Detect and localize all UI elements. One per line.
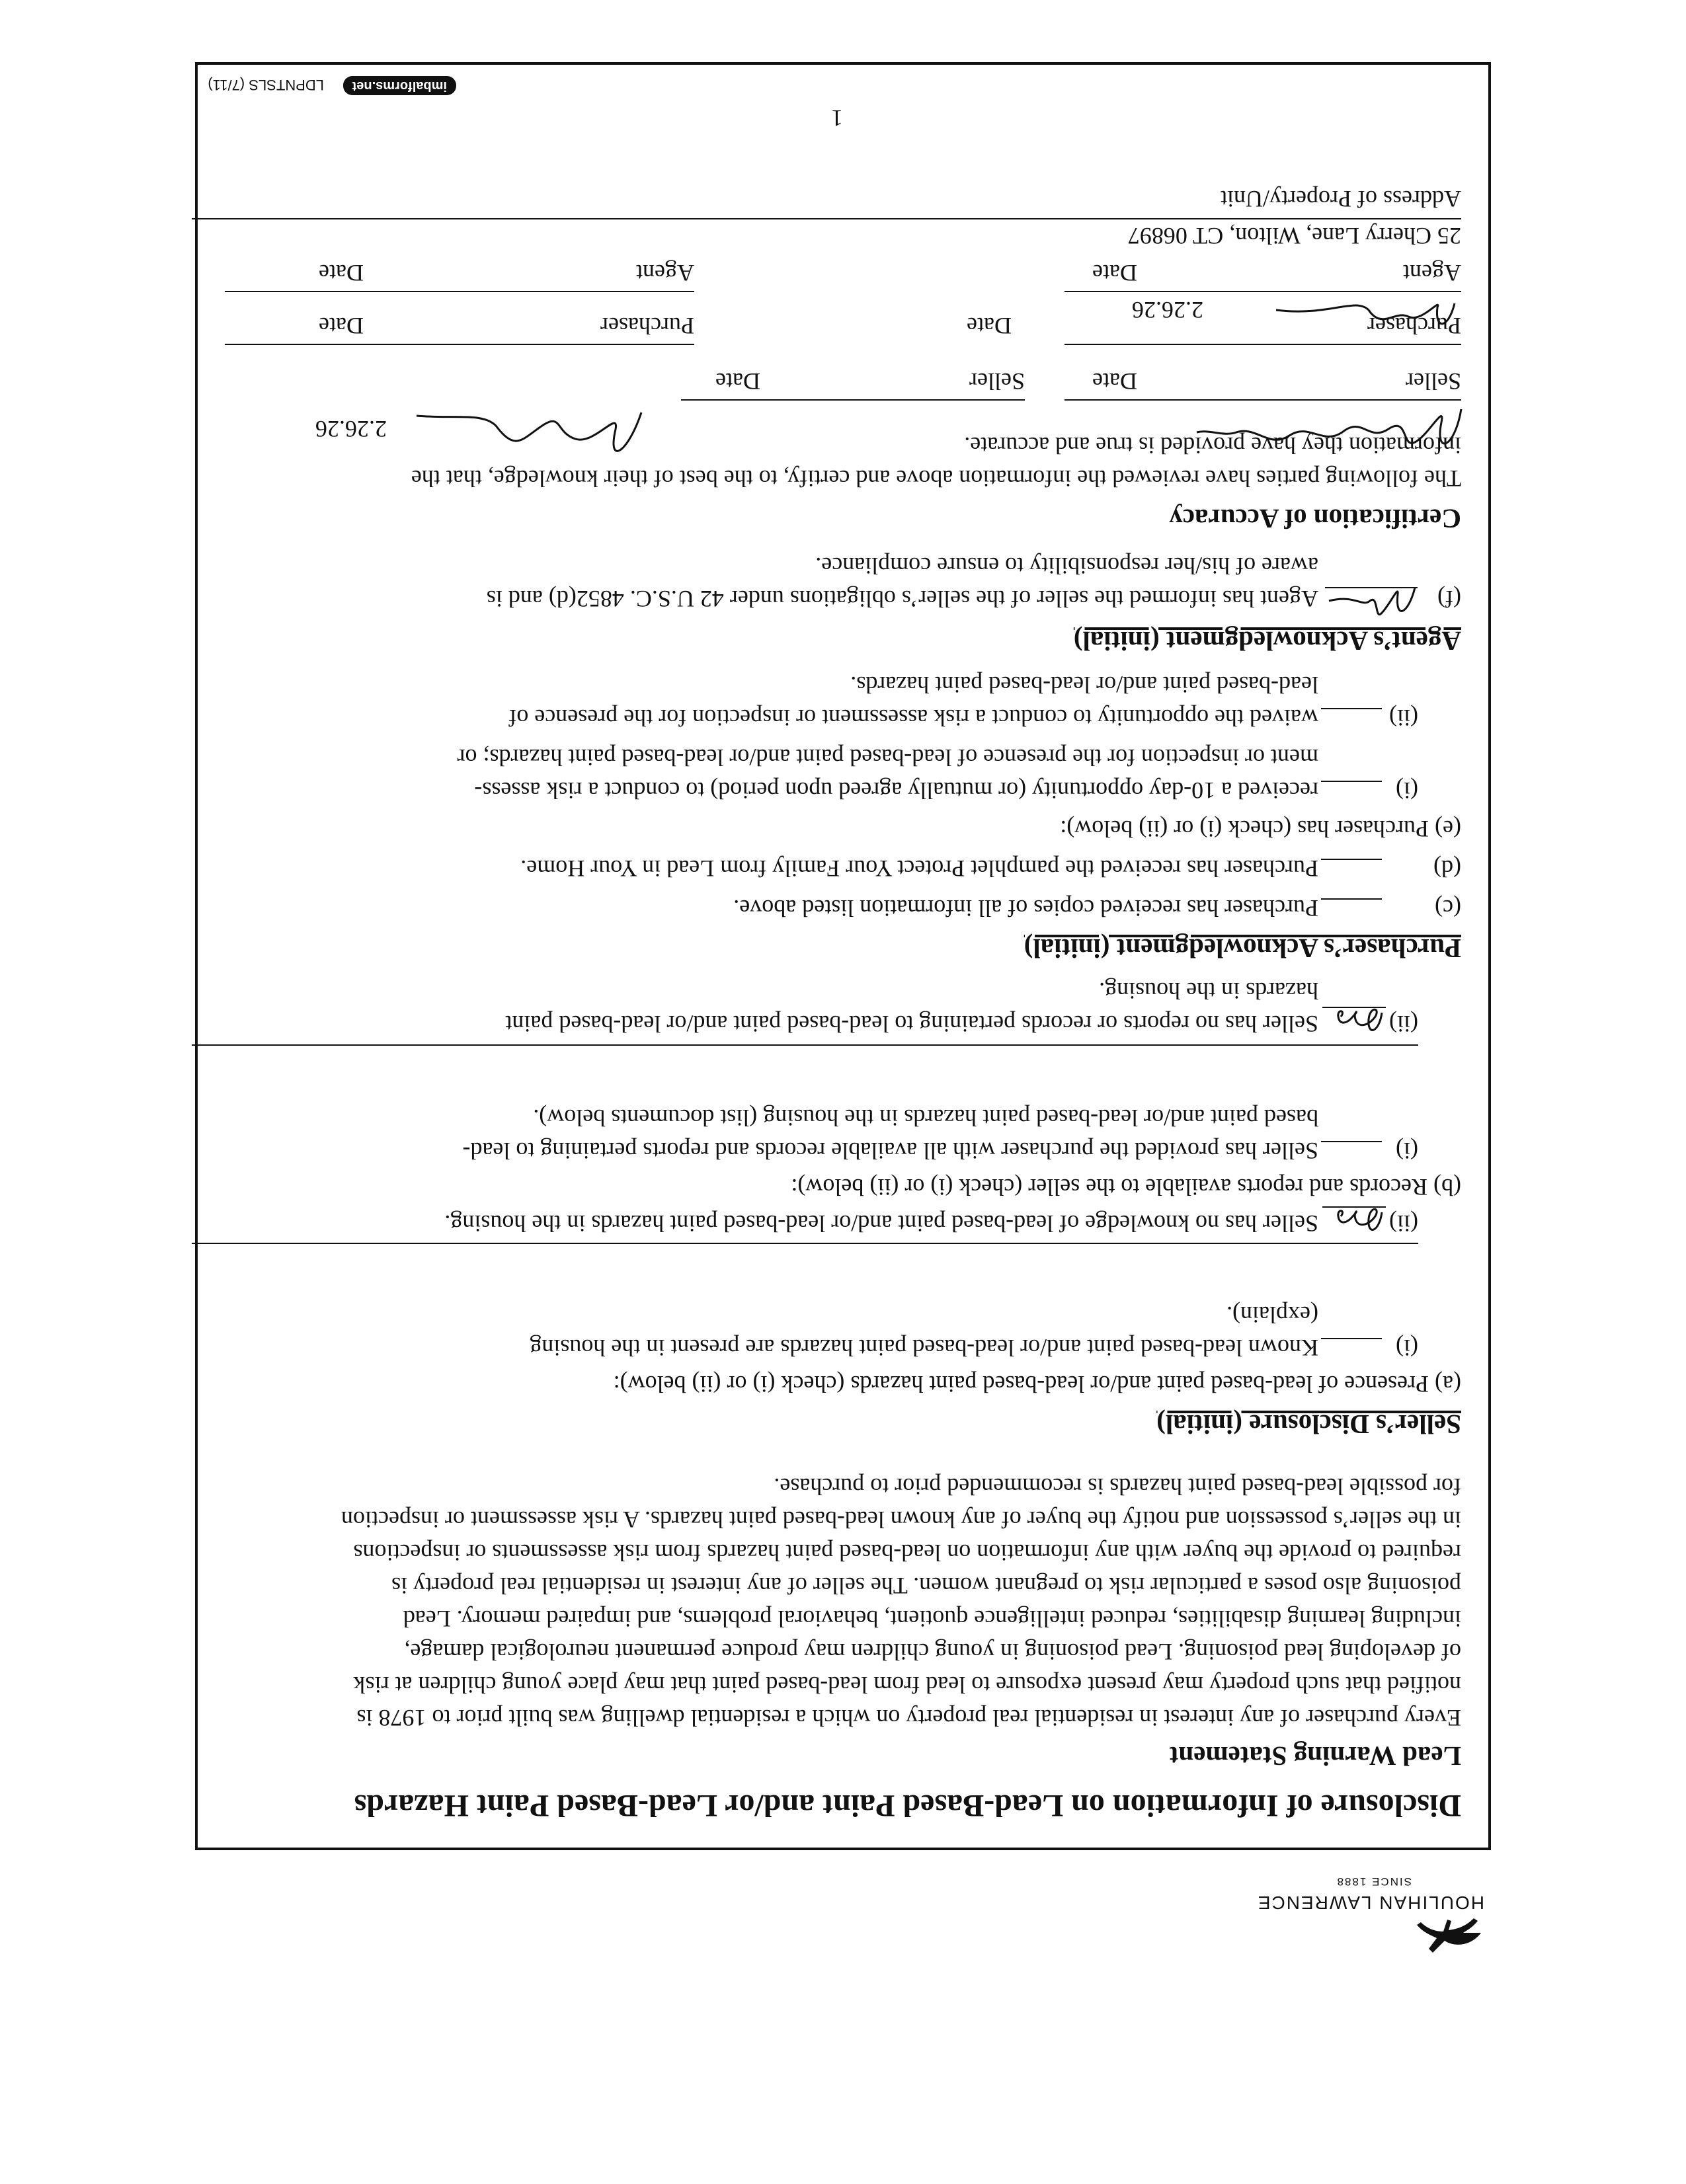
certification-heading: Certification of Accuracy bbox=[1169, 504, 1461, 534]
purchaser-date-label: Date bbox=[967, 313, 1012, 339]
seller-2-signature-line[interactable] bbox=[681, 399, 1025, 401]
purchaser-2-label: Purchaser bbox=[600, 313, 694, 339]
seller-explain-line[interactable] bbox=[192, 1243, 1418, 1244]
document-title: Disclosure of Information on Lead-Based Paint and/or Lead-Based Paint Hazards bbox=[354, 1788, 1461, 1823]
seller-a-i-initial-field[interactable] bbox=[1321, 1338, 1382, 1359]
seller-2-signature[interactable] bbox=[403, 399, 655, 472]
lead-warning-line: Every purchaser of any interest in residential real property on which a residential dwelling was built prior to 1978 is bbox=[356, 1705, 1461, 1731]
property-address-label: Address of Property/Unit bbox=[1221, 186, 1461, 212]
seller-initials-mark[interactable] bbox=[1321, 1199, 1387, 1245]
lead-warning-line: in the seller’s possession and notify the buyer of any known lead-based paint hazards. A risk assessment or inspection bbox=[341, 1506, 1461, 1533]
seller-2-label: Seller bbox=[969, 368, 1025, 395]
lead-warning-line: for possible lead-based paint hazards is recommended prior to purchase. bbox=[774, 1473, 1461, 1500]
seller-a-i-text-2: (explain). bbox=[1226, 1302, 1318, 1328]
seller-initials-mark[interactable] bbox=[1321, 999, 1387, 1046]
lead-warning-line: notified that such property may present exposure to lead from lead-based paint that may place young children at risk bbox=[353, 1672, 1461, 1698]
purchaser-item-e: (e) Purchaser has (check (i) or (ii) below): bbox=[1060, 816, 1461, 842]
certification-text-2: information they have provided is true and accurate. bbox=[964, 432, 1461, 459]
lead-warning-line: including learning disabilities, reduced intelligence quotient, behavioral problems, and impaired memory. Lead bbox=[403, 1606, 1461, 1632]
agent-ack-heading: Agent’s Acknowledgment (initial) bbox=[1073, 626, 1461, 656]
seller-signature[interactable] bbox=[1190, 396, 1468, 462]
brand-since: SINCE 1888 bbox=[1336, 1875, 1412, 1888]
purchaser-c-num: (c) bbox=[1435, 895, 1461, 921]
purchaser-e-i-initial-field[interactable] bbox=[1321, 781, 1382, 802]
horse-icon bbox=[1412, 1913, 1484, 1959]
seller-b-i-text: Seller has provided the purchaser with all available records and reports pertaining to lead- bbox=[462, 1138, 1318, 1164]
agent-2-label: Agent bbox=[636, 260, 694, 286]
property-address: 25 Cherry Lane, Wilton, CT 06897 bbox=[1127, 223, 1461, 249]
purchaser-d-initial-field[interactable] bbox=[1321, 859, 1382, 880]
seller-documents-line[interactable] bbox=[192, 1044, 1418, 1046]
seller-signature-line[interactable] bbox=[1064, 399, 1461, 401]
seller-a-i-text: Known lead-based paint and/or lead-based paint hazards are present in the housing bbox=[530, 1335, 1318, 1361]
agent-initials-mark[interactable] bbox=[1322, 574, 1422, 627]
seller-disclosure-heading: Seller’s Disclosure (initial) bbox=[1156, 1409, 1461, 1440]
seller-b-i-initial-field[interactable] bbox=[1321, 1141, 1382, 1162]
purchaser-signature-line[interactable] bbox=[1064, 344, 1461, 345]
lead-warning-heading: Lead Warning Statement bbox=[1169, 1741, 1461, 1772]
purchaser-e-ii-text: waived the opportunity to conduct a risk assessment or inspection for the presence of bbox=[508, 705, 1318, 731]
agent-f-num: (f) bbox=[1437, 586, 1461, 612]
seller-item-a: (a) Presence of lead-based paint and/or lead-based paint hazards (check (i) or (ii) below): bbox=[613, 1371, 1461, 1397]
seller-a-ii-num: (ii) bbox=[1389, 1210, 1418, 1237]
purchaser-e-i-text: received a 10-day opportunity (or mutually agreed upon period) to conduct a risk assess- bbox=[474, 777, 1318, 804]
agent-f-text-2: aware of his/her responsibility to ensure compliance. bbox=[815, 553, 1318, 579]
purchaser-e-ii-initial-field[interactable] bbox=[1321, 708, 1382, 729]
purchaser-e-ii-text-2: lead-based paint and/or lead-based paint hazards. bbox=[850, 672, 1318, 698]
seller-handwritten-date: 2.26.26 bbox=[315, 416, 387, 442]
purchaser-ack-heading: Purchaser’s Acknowledgment (initial) bbox=[1024, 933, 1461, 964]
agent-label: Agent bbox=[1403, 260, 1461, 286]
seller-b-ii-num: (ii) bbox=[1389, 1011, 1418, 1037]
agent-handwritten-date: 2.26.26 bbox=[1132, 297, 1203, 323]
brand-name: HOULIHAN LAWRENCE bbox=[1256, 1892, 1484, 1913]
purchaser-d-text: Purchaser has received the pamphlet Protect Your Family from Lead in Your Home. bbox=[520, 855, 1318, 882]
page-number: 1 bbox=[831, 105, 843, 132]
property-address-line[interactable] bbox=[192, 218, 1461, 219]
seller-item-b: (b) Records and reports available to the seller (check (i) or (ii) below): bbox=[791, 1174, 1461, 1200]
brand-logo bbox=[1246, 1860, 1484, 1959]
seller-label: Seller bbox=[1406, 368, 1461, 395]
purchaser-2-signature-line[interactable] bbox=[225, 344, 694, 345]
agent-2-signature-line[interactable] bbox=[225, 291, 694, 292]
lead-warning-text bbox=[218, 1470, 1461, 1735]
certification-text: The following parties have reviewed the information above and certify, to the best of their knowledge, that the bbox=[411, 465, 1461, 492]
seller-b-i-text-2: based paint and/or lead-based paint hazards in the housing (list documents below). bbox=[533, 1105, 1318, 1131]
agent-signature-line[interactable] bbox=[1064, 291, 1461, 292]
seller-date-label: Date bbox=[1092, 368, 1137, 395]
purchaser-e-i-num: (i) bbox=[1396, 777, 1418, 804]
purchaser-e-i-text-2: ment or inspection for the presence of lead-based paint and/or lead-based paint hazards; or bbox=[457, 744, 1318, 771]
purchaser-c-text: Purchaser has received copies of all information listed above. bbox=[733, 895, 1318, 921]
seller-b-i-num: (i) bbox=[1396, 1138, 1418, 1164]
agent-signature[interactable] bbox=[1269, 290, 1461, 336]
imbalforms-badge: imbalforms.net bbox=[343, 76, 456, 95]
seller-a-i-num: (i) bbox=[1396, 1335, 1418, 1361]
purchaser-2-date-label: Date bbox=[319, 313, 364, 339]
agent-date-label: Date bbox=[1092, 260, 1137, 286]
form-code: LDPNTSLS (7/11) bbox=[208, 77, 324, 93]
seller-a-ii-text: Seller has no knowledge of lead-based paint and/or lead-based paint hazards in the housing. bbox=[444, 1210, 1318, 1237]
purchaser-c-initial-field[interactable] bbox=[1321, 898, 1382, 919]
lead-warning-line: of developing lead poisoning. Lead poisoning in young children may produce permanent neurological damage, bbox=[404, 1639, 1461, 1665]
agent-f-text: Agent has informed the seller of the seller’s obligations under 42 U.S.C. 4852(d) and is bbox=[486, 586, 1318, 612]
seller-b-ii-text-2: hazards in the housing. bbox=[1099, 978, 1318, 1004]
purchaser-label: Purchaser bbox=[1367, 313, 1461, 339]
purchaser-e-ii-num: (ii) bbox=[1389, 705, 1418, 731]
seller-b-ii-text: Seller has no reports or records pertaining to lead-based paint and/or lead-based paint bbox=[505, 1011, 1318, 1037]
lead-warning-line: poisoning also poses a particular risk to pregnant women. The seller of any interest in residential real property is bbox=[391, 1573, 1461, 1599]
purchaser-d-num: (d) bbox=[1433, 855, 1461, 882]
agent-2-date-label: Date bbox=[319, 260, 364, 286]
lead-warning-line: required to provide the buyer with any information on lead-based paint hazards from risk assessments or inspections bbox=[353, 1540, 1461, 1566]
seller-2-date-label: Date bbox=[715, 368, 760, 395]
